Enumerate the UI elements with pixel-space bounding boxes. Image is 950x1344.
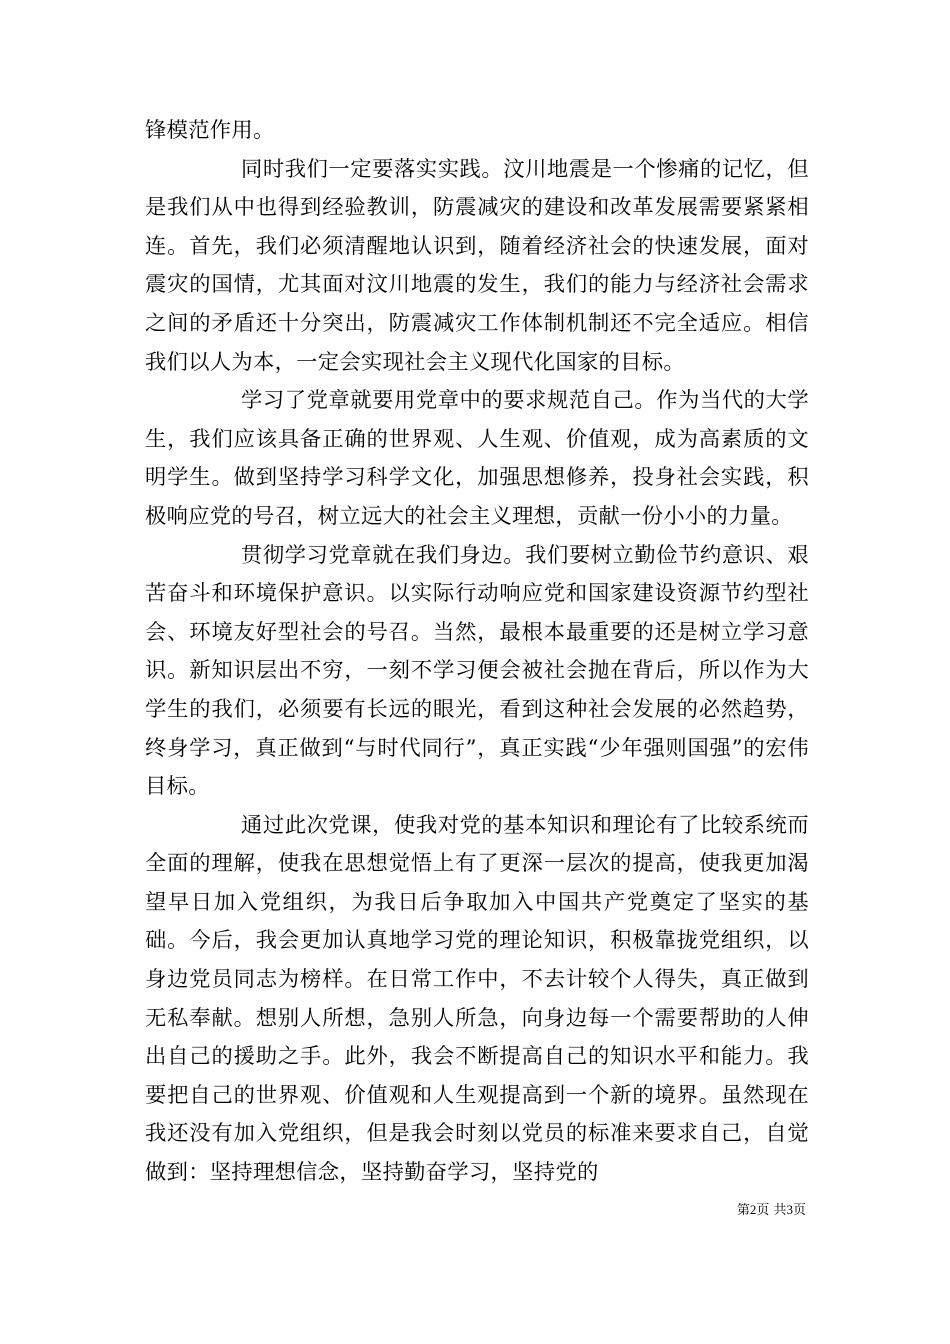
footer-suffix: 页 — [792, 1203, 806, 1218]
paragraph-practice: 同时我们一定要落实实践。汶川地震是一个惨痛的记忆，但是我们从中也得到经验教训，防震减灾的建设和改革发展需要紧紧相连。首先，我们必须清醒地认识到，随着经济社会的快速发展，面对震灾的国情，尤其面对汶川地震的发生，我们的能力与经济社会需求之间的矛盾还十分突出，防震减灾工作体制机制还不完全适应。相信我们以人为本，一定会实现社会主义现代化国家的目标。 — [145, 156, 809, 375]
paragraph-implementation: 贯彻学习党章就在我们身边。我们要树立勤俭节约意识、艰苦奋斗和环境保护意识。以实际行动响应党和国家建设资源节约型社会、环境友好型社会的号召。当然，最根本最重要的还是树立学习意识。新知识层出不穷，一刻不学习便会被社会抛在背后，所以作为大学生的我们，必须要有长远的眼光，看到这种社会发展的必然趋势，终身学习，真正做到“与时代同行”，真正实践“少年强则国强”的宏伟目标。 — [145, 542, 809, 800]
paragraph-party-constitution: 学习了党章就要用党章中的要求规范自己。作为当代的大学生，我们应该具备正确的世界观、人生观、价值观，成为高素质的文明学生。做到坚持学习科学文化，加强思想修养，投身社会实践，积极响应党的号召，树立远大的社会主义理想，贡献一份小小的力量。 — [145, 388, 809, 529]
body-text — [145, 112, 809, 1193]
paragraph-continuation: 锋模范作用。 — [145, 118, 275, 143]
footer-total-pages: 3 — [786, 1202, 793, 1217]
page-number-footer — [737, 1202, 806, 1219]
paragraph-party-class: 通过此次党课，使我对党的基本知识和理论有了比较系统而全面的理解，使我在思想觉悟上有了更深一层次的提高，使我更加渴望早日加入党组织，为我日后争取加入中国共产党奠定了坚实的基础。今后，我会更加认真地学习党的理论知识，积极靠拢党组织，以身边党员同志为榜样。在日常工作中，不去计较个人得失，真正做到无私奉献。想别人所想，急别人所急，向身边每一个需要帮助的人伸出自己的援助之手。此外，我会不断提高自己的知识水平和能力。我要把自己的世界观、价值观和人生观提高到一个新的境界。虽然现在我还没有加入党组织，但是我会时刻以党员的标准来要求自己，自觉做到：坚持理想信念，坚持勤奋学习，坚持党的 — [145, 812, 809, 1186]
footer-prefix: 第 — [736, 1203, 750, 1218]
footer-current-page: 2 — [749, 1202, 757, 1217]
footer-middle: 页 共 — [756, 1203, 787, 1218]
